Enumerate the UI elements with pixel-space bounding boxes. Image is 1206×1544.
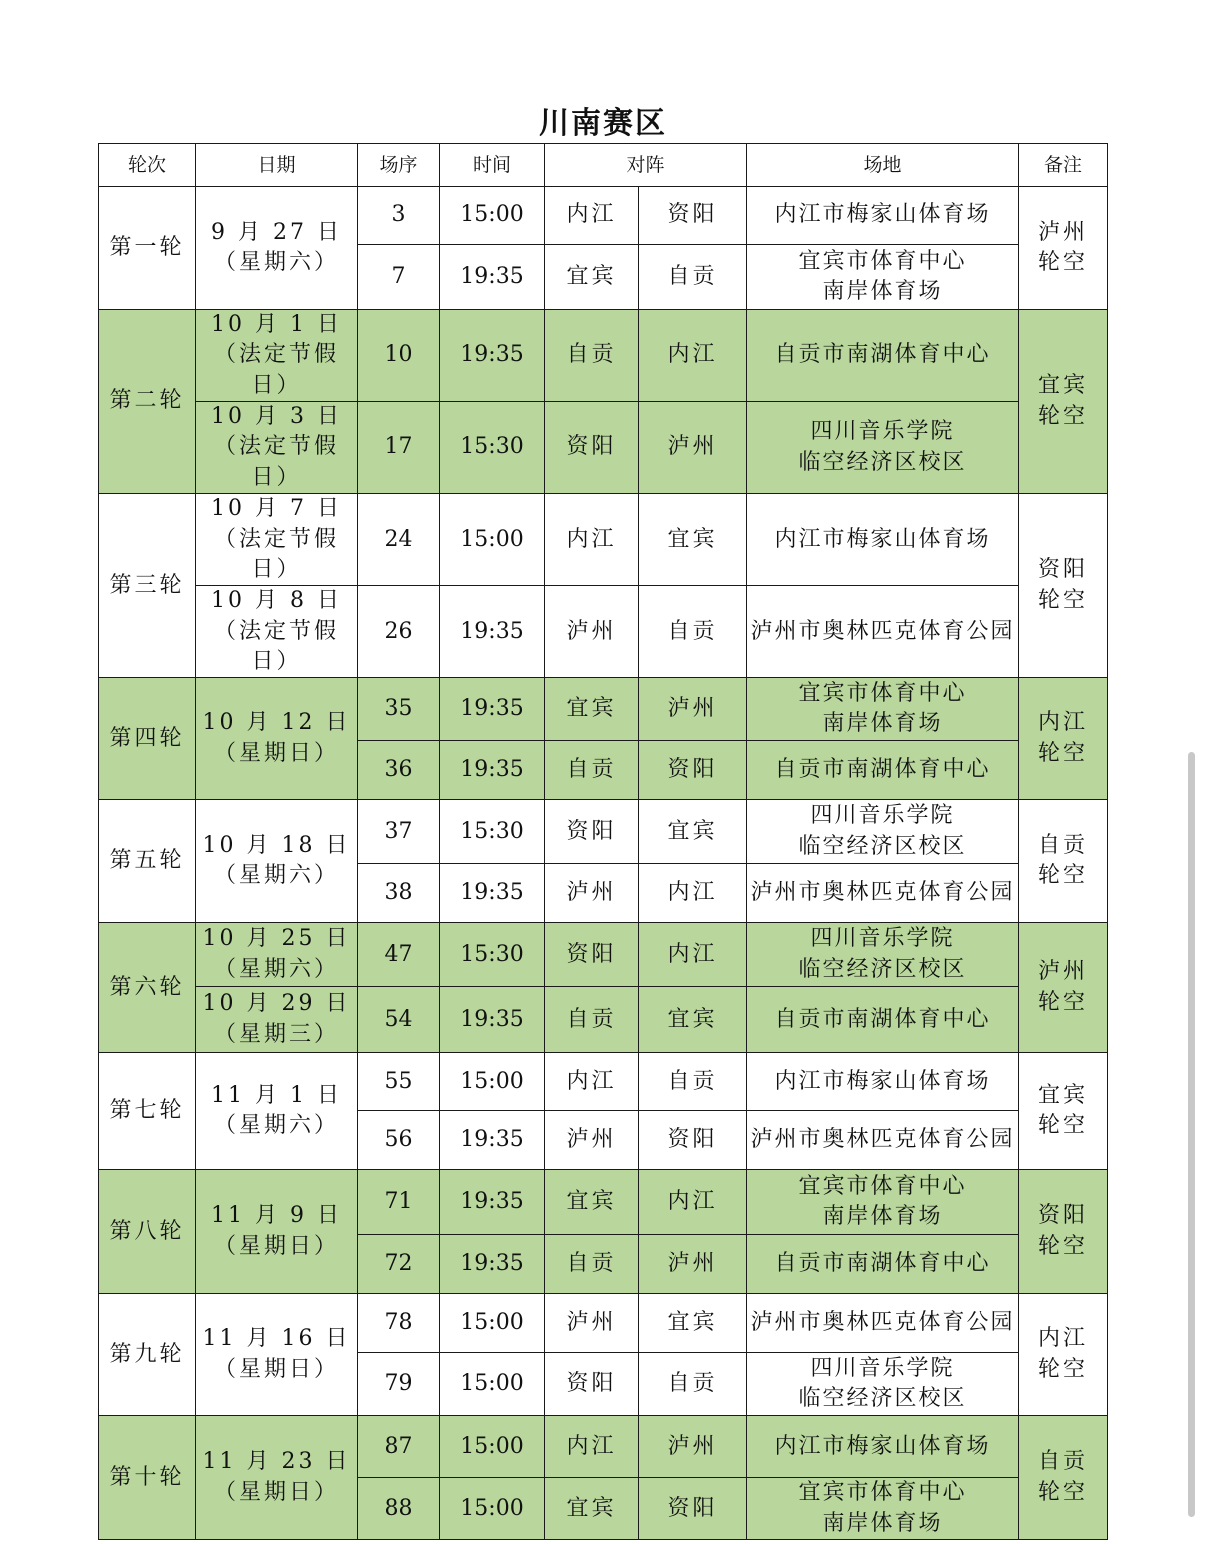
- venue-line: 南岸体育场: [822, 711, 943, 737]
- match-number: 54: [358, 987, 440, 1053]
- away-team: 内江: [639, 310, 747, 402]
- date-cell: [196, 494, 358, 586]
- date-line: 9 月 27 日: [211, 219, 342, 245]
- table-row: [99, 586, 1108, 678]
- date-line: 10 月 7 日: [211, 496, 342, 522]
- table-row: [99, 1170, 1108, 1235]
- away-team: 内江: [639, 923, 747, 987]
- date-line: 10 月 18 日: [202, 832, 351, 858]
- venue-line: 自贡市南湖体育中心: [774, 342, 991, 368]
- date-cell: [196, 987, 358, 1053]
- header-match-no: 场序: [358, 144, 440, 187]
- home-team: 宜宾: [545, 245, 639, 310]
- date-line: （星期六）: [213, 863, 339, 889]
- note-line: 轮空: [1038, 740, 1089, 766]
- table-row: [99, 1053, 1108, 1111]
- table-row: [99, 1416, 1108, 1478]
- date-line: （星期六）: [213, 250, 339, 275]
- home-team: 自贡: [545, 1235, 639, 1294]
- date-cell: [196, 187, 358, 310]
- venue-cell: [747, 494, 1019, 586]
- home-team: 泸州: [545, 1111, 639, 1170]
- table-row: [99, 678, 1108, 741]
- round-cell: 第一轮: [99, 187, 196, 310]
- note-cell: [1019, 800, 1108, 923]
- note-line: 轮空: [1038, 989, 1089, 1015]
- round-cell: 第六轮: [99, 923, 196, 1053]
- match-time: 19:35: [440, 1170, 545, 1235]
- match-time: 19:35: [440, 586, 545, 678]
- venue-cell: [747, 1416, 1019, 1478]
- home-team: 宜宾: [545, 1170, 639, 1235]
- date-cell: [196, 1294, 358, 1416]
- venue-line: 宜宾市体育中心: [798, 248, 967, 274]
- match-time: 15:30: [440, 402, 545, 494]
- venue-line: 临空经济区校区: [798, 449, 967, 475]
- note-line: 内江: [1038, 1326, 1089, 1352]
- venue-cell: [747, 310, 1019, 402]
- venue-line: 南岸体育场: [822, 1510, 943, 1536]
- round-cell: 第七轮: [99, 1053, 196, 1170]
- away-team: 泸州: [639, 402, 747, 494]
- match-time: 19:35: [440, 678, 545, 741]
- away-team: 泸州: [639, 1416, 747, 1478]
- home-team: 内江: [545, 1416, 639, 1478]
- table-row: [99, 310, 1108, 402]
- match-time: 19:35: [440, 310, 545, 402]
- note-line: 轮空: [1038, 1113, 1089, 1139]
- away-team: 自贡: [639, 245, 747, 310]
- venue-cell: [747, 678, 1019, 741]
- date-line: （星期六）: [213, 1113, 339, 1139]
- note-cell: [1019, 1294, 1108, 1416]
- date-line: 10 月 8 日: [211, 588, 342, 614]
- match-number: 72: [358, 1235, 440, 1294]
- match-number: 35: [358, 678, 440, 741]
- venue-line: 四川音乐学院: [810, 419, 955, 445]
- schedule-table: [98, 143, 1108, 1540]
- venue-line: 泸州市奥林匹克体育公园: [750, 1310, 1015, 1336]
- venue-line: 泸州市奥林匹克体育公园: [750, 618, 1015, 644]
- venue-cell: [747, 586, 1019, 678]
- note-line: 轮空: [1038, 587, 1089, 613]
- date-line: （星期日）: [213, 1479, 339, 1505]
- home-team: 自贡: [545, 741, 639, 800]
- away-team: 资阳: [639, 741, 747, 800]
- away-team: 自贡: [639, 586, 747, 678]
- match-time: 19:35: [440, 864, 545, 923]
- venue-line: 泸州市奥林匹克体育公园: [750, 1127, 1015, 1153]
- venue-line: 宜宾市体育中心: [798, 1173, 967, 1199]
- home-team: 内江: [545, 1053, 639, 1111]
- home-team: 泸州: [545, 1294, 639, 1353]
- match-time: 15:00: [440, 1053, 545, 1111]
- match-number: 71: [358, 1170, 440, 1235]
- away-team: 宜宾: [639, 987, 747, 1053]
- date-cell: [196, 678, 358, 800]
- date-cell: [196, 402, 358, 494]
- header-round: 轮次: [99, 144, 196, 187]
- note-line: 轮空: [1038, 1356, 1089, 1382]
- match-time: 15:00: [440, 1294, 545, 1353]
- away-team: 自贡: [639, 1053, 747, 1111]
- venue-cell: [747, 1235, 1019, 1294]
- venue-cell: [747, 187, 1019, 245]
- away-team: 宜宾: [639, 800, 747, 864]
- date-line: （法定节假日）: [213, 342, 339, 398]
- venue-cell: [747, 245, 1019, 310]
- table-row: [99, 800, 1108, 864]
- date-cell: [196, 1416, 358, 1540]
- match-time: 19:35: [440, 1235, 545, 1294]
- venue-line: 南岸体育场: [822, 1204, 943, 1230]
- note-line: 泸州: [1038, 219, 1089, 245]
- home-team: 泸州: [545, 586, 639, 678]
- header-matchup: 对阵: [545, 144, 747, 187]
- venue-line: 宜宾市体育中心: [798, 1480, 967, 1506]
- header-note: 备注: [1019, 144, 1108, 187]
- date-line: （星期三）: [213, 1021, 339, 1047]
- venue-cell: [747, 1478, 1019, 1540]
- venue-line: 四川音乐学院: [810, 1355, 955, 1381]
- note-cell: [1019, 1170, 1108, 1294]
- date-line: （星期日）: [213, 740, 339, 766]
- venue-cell: [747, 1170, 1019, 1235]
- match-number: 56: [358, 1111, 440, 1170]
- venue-line: 自贡市南湖体育中心: [774, 757, 991, 783]
- date-cell: [196, 1170, 358, 1294]
- date-cell: [196, 310, 358, 402]
- venue-cell: [747, 1053, 1019, 1111]
- match-time: 15:30: [440, 800, 545, 864]
- round-cell: 第九轮: [99, 1294, 196, 1416]
- away-team: 资阳: [639, 1478, 747, 1540]
- round-cell: 第八轮: [99, 1170, 196, 1294]
- match-time: 19:35: [440, 987, 545, 1053]
- note-line: 自贡: [1038, 1449, 1089, 1475]
- home-team: 资阳: [545, 800, 639, 864]
- note-line: 宜宾: [1038, 1082, 1089, 1108]
- header-row: [99, 144, 1108, 187]
- venue-cell: [747, 741, 1019, 800]
- note-line: 轮空: [1038, 1479, 1089, 1505]
- away-team: 内江: [639, 864, 747, 923]
- away-team: 资阳: [639, 187, 747, 245]
- away-team: 宜宾: [639, 1294, 747, 1353]
- date-line: 10 月 3 日: [211, 404, 342, 430]
- match-number: 78: [358, 1294, 440, 1353]
- date-line: 11 月 1 日: [211, 1082, 342, 1108]
- match-number: 88: [358, 1478, 440, 1540]
- round-cell: 第二轮: [99, 310, 196, 494]
- date-line: 11 月 9 日: [211, 1203, 342, 1229]
- match-time: 15:00: [440, 494, 545, 586]
- date-line: 10 月 12 日: [202, 710, 351, 736]
- home-team: 宜宾: [545, 678, 639, 741]
- venue-cell: [747, 987, 1019, 1053]
- schedule-body: [99, 187, 1108, 1540]
- venue-line: 自贡市南湖体育中心: [774, 1251, 991, 1277]
- venue-line: 临空经济区校区: [798, 1386, 967, 1412]
- away-team: 泸州: [639, 678, 747, 741]
- home-team: 资阳: [545, 402, 639, 494]
- date-line: （法定节假日）: [213, 526, 339, 582]
- match-time: 15:00: [440, 1478, 545, 1540]
- round-cell: 第四轮: [99, 678, 196, 800]
- note-cell: [1019, 923, 1108, 1053]
- venue-line: 临空经济区校区: [798, 833, 967, 859]
- round-cell: 第五轮: [99, 800, 196, 923]
- date-cell: [196, 923, 358, 987]
- home-team: 自贡: [545, 310, 639, 402]
- round-cell: 第三轮: [99, 494, 196, 678]
- venue-cell: [747, 923, 1019, 987]
- note-cell: [1019, 494, 1108, 678]
- match-time: 15:30: [440, 923, 545, 987]
- match-number: 37: [358, 800, 440, 864]
- venue-line: 自贡市南湖体育中心: [774, 1006, 991, 1032]
- home-team: 自贡: [545, 987, 639, 1053]
- note-line: 轮空: [1038, 250, 1089, 275]
- note-line: 自贡: [1038, 832, 1089, 858]
- home-team: 资阳: [545, 1353, 639, 1416]
- date-line: 10 月 29 日: [202, 991, 351, 1017]
- venue-cell: [747, 800, 1019, 864]
- venue-cell: [747, 1111, 1019, 1170]
- note-cell: [1019, 187, 1108, 310]
- venue-line: 内江市梅家山体育场: [774, 1068, 991, 1094]
- venue-cell: [747, 1294, 1019, 1353]
- match-number: 26: [358, 586, 440, 678]
- match-number: 36: [358, 741, 440, 800]
- date-cell: [196, 800, 358, 923]
- venue-line: 四川音乐学院: [810, 926, 955, 952]
- note-line: 宜宾: [1038, 373, 1089, 399]
- match-number: 79: [358, 1353, 440, 1416]
- table-row: [99, 987, 1108, 1053]
- away-team: 宜宾: [639, 494, 747, 586]
- date-line: （法定节假日）: [213, 434, 339, 490]
- away-team: 泸州: [639, 1235, 747, 1294]
- away-team: 自贡: [639, 1353, 747, 1416]
- date-line: （星期六）: [213, 956, 339, 982]
- note-line: 资阳: [1038, 557, 1089, 583]
- date-line: （星期日）: [213, 1356, 339, 1382]
- note-cell: [1019, 1416, 1108, 1540]
- date-line: （星期日）: [213, 1233, 339, 1259]
- away-team: 资阳: [639, 1111, 747, 1170]
- note-line: 轮空: [1038, 403, 1089, 429]
- match-time: 19:35: [440, 741, 545, 800]
- home-team: 资阳: [545, 923, 639, 987]
- date-line: 11 月 16 日: [202, 1326, 351, 1352]
- home-team: 内江: [545, 494, 639, 586]
- venue-line: 内江市梅家山体育场: [774, 526, 991, 552]
- match-number: 24: [358, 494, 440, 586]
- away-team: 内江: [639, 1170, 747, 1235]
- date-cell: [196, 1053, 358, 1170]
- match-number: 55: [358, 1053, 440, 1111]
- page-title: 川南赛区: [539, 106, 667, 141]
- header-time: 时间: [440, 144, 545, 187]
- match-time: 15:00: [440, 187, 545, 245]
- venue-line: 宜宾市体育中心: [798, 680, 967, 706]
- venue-line: 南岸体育场: [822, 279, 943, 304]
- note-cell: [1019, 1053, 1108, 1170]
- venue-cell: [747, 402, 1019, 494]
- match-time: 19:35: [440, 245, 545, 310]
- match-number: 87: [358, 1416, 440, 1478]
- round-cell: 第十轮: [99, 1416, 196, 1540]
- match-number: 17: [358, 402, 440, 494]
- venue-line: 泸州市奥林匹克体育公园: [750, 880, 1015, 906]
- match-number: 47: [358, 923, 440, 987]
- table-row: [99, 402, 1108, 494]
- table-row: [99, 923, 1108, 987]
- venue-cell: [747, 1353, 1019, 1416]
- date-cell: [196, 586, 358, 678]
- match-time: 15:00: [440, 1416, 545, 1478]
- home-team: 内江: [545, 187, 639, 245]
- venue-line: 内江市梅家山体育场: [774, 202, 991, 228]
- note-cell: [1019, 310, 1108, 494]
- table-row: [99, 187, 1108, 245]
- note-line: 内江: [1038, 710, 1089, 736]
- match-time: 15:00: [440, 1353, 545, 1416]
- header-date: 日期: [196, 144, 358, 187]
- match-number: 38: [358, 864, 440, 923]
- vertical-scrollbar[interactable]: [1188, 752, 1195, 1517]
- match-number: 10: [358, 310, 440, 402]
- note-cell: [1019, 678, 1108, 800]
- table-row: [99, 494, 1108, 586]
- venue-line: 四川音乐学院: [810, 803, 955, 829]
- venue-line: 内江市梅家山体育场: [774, 1433, 991, 1459]
- date-line: 10 月 1 日: [211, 312, 342, 337]
- venue-line: 临空经济区校区: [798, 956, 967, 982]
- date-line: 10 月 25 日: [202, 926, 351, 952]
- match-number: 3: [358, 187, 440, 245]
- venue-cell: [747, 864, 1019, 923]
- note-line: 泸州: [1038, 959, 1089, 985]
- match-time: 19:35: [440, 1111, 545, 1170]
- date-line: （法定节假日）: [213, 618, 339, 674]
- match-number: 7: [358, 245, 440, 310]
- header-venue: 场地: [747, 144, 1019, 187]
- note-line: 资阳: [1038, 1203, 1089, 1229]
- date-line: 11 月 23 日: [202, 1449, 351, 1475]
- home-team: 宜宾: [545, 1478, 639, 1540]
- table-row: [99, 1294, 1108, 1353]
- note-line: 轮空: [1038, 863, 1089, 889]
- home-team: 泸州: [545, 864, 639, 923]
- note-line: 轮空: [1038, 1233, 1089, 1259]
